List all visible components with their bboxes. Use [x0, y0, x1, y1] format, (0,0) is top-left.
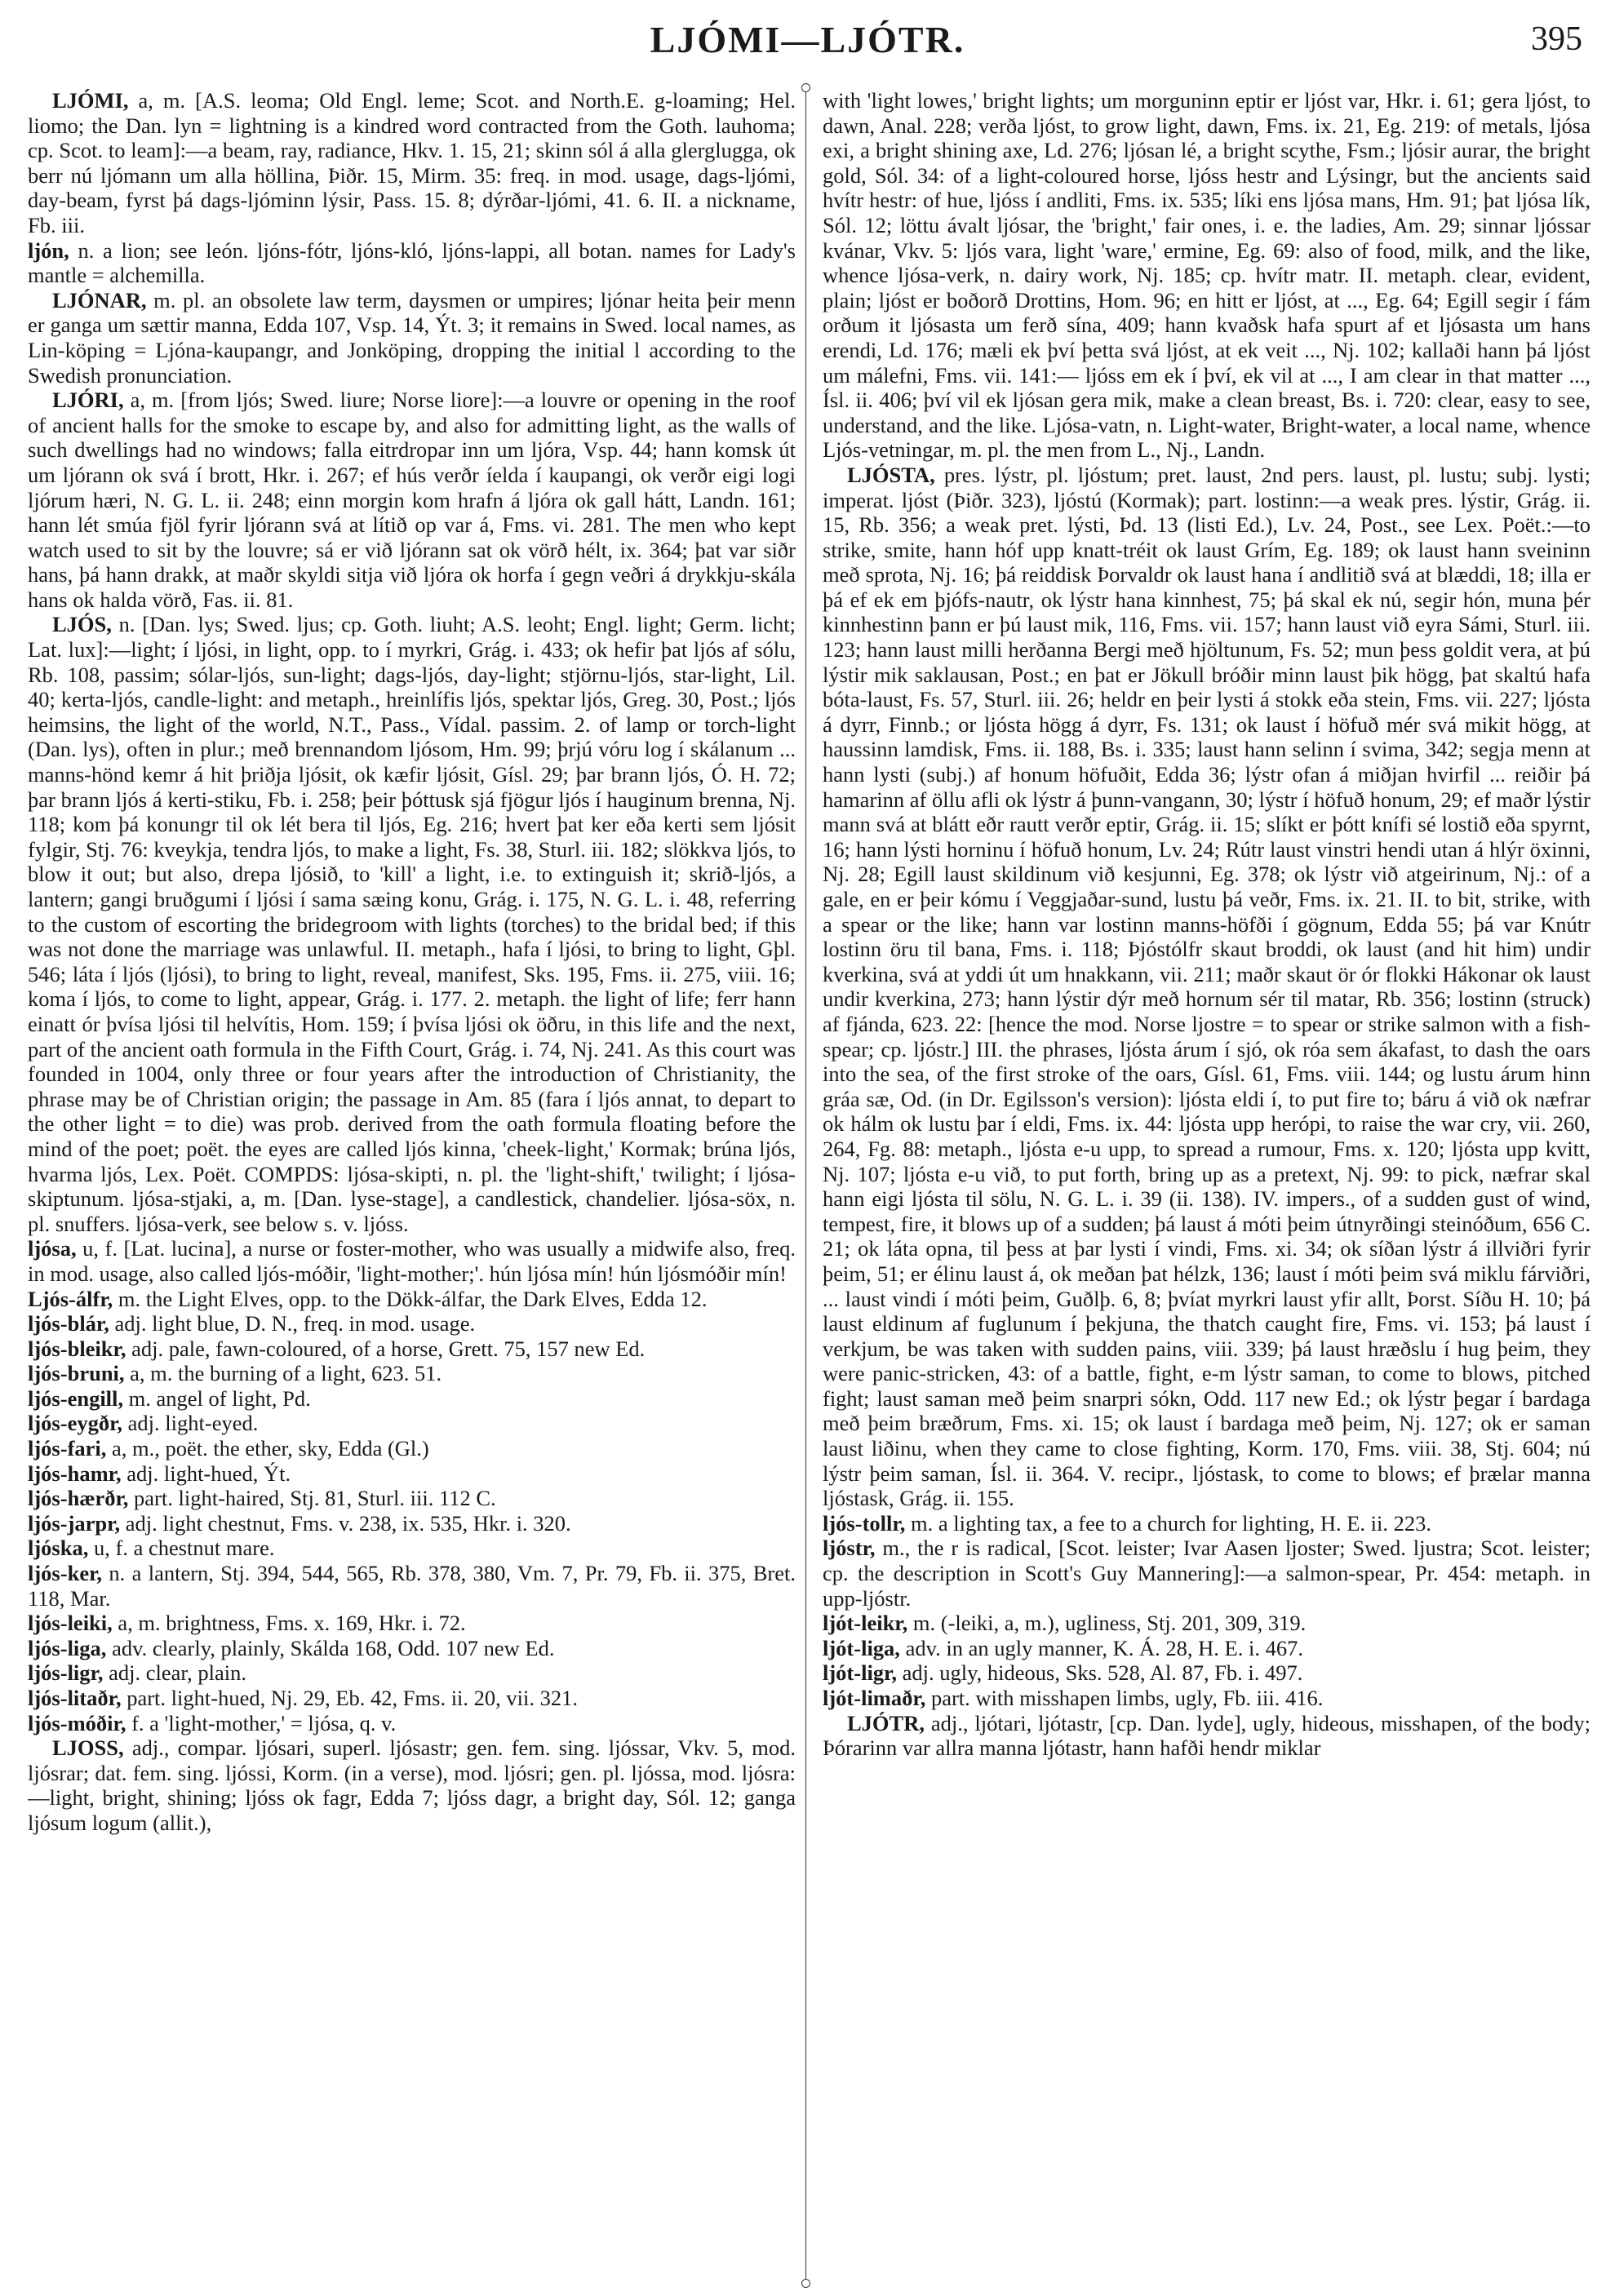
entry-text: n. [Dan. lys; Swed. ljus; cp. Goth. liuht; A.S. leoht; Engl. light; Germ. licht; Lat. lux]:—light; í ljósi, in light, opp. to í myrkri, Grág. i. 433; ok hefir þat ljós af sólu, Rb. 108, passim; sólar-ljós, sun-light; dags-ljós, day-light; stjörnu-ljós, star-light, Lil. 40; kerta-ljós, candle-light: and metaph., hreinlífis ljós, spektar ljós, Greg. 30, Post.; ljós heimsins, the light of the world, N.T., Pass., Vídal. passim. 2. of lamp or torch-light (Dan. lys), often in plur.; með brennandom ljósom, Hm. 99; þrjú vóru log í skálanum ... manns-hönd kemr á hit þriðja ljósit, ok kæfir ljósit, Gísl. 29; þar brann ljós, Ó. H. 72; þar brann ljós á kerti-stiku, Fb. i. 258; þeir þóttusk sjá fjögur ljós í hauginum brenna, Nj. 118; kom þá konungr til ok lét bera til ljós, Eg. 216; hvert þat ker eða kerti sem ljósit fylgir, Stj. 76: kveykja, tendra ljós, to make a light, Fs. 38, Sturl. iii. 182; slökkva ljós, to blow it out; but also, drepa ljósið, to 'kill' a light, i.e. to extinguish it; skrið-ljós, a lantern; gangi bruðgumi í ljósi í sama sæing konu, Grág. i. 175, N. G. L. i. 48, referring to the custom of escorting the bridegroom with lights (torches) to the bridal bed; if this was not done the marriage was unlawful. II. metaph., hafa í ljósi, to bring to light, Gþl. 546; láta í ljós (ljósi), to bring to light, reveal, manifest, Sks. 195, Fms. ii. 275, viii. 16; koma í ljós, to come to light, appear, Grág. i. 177. 2. metaph. the light of life; ferr hann einatt ór þvísa ljósi til helvítis, Hom. 159; í þvísa ljósi ok öðru, in this life and the next, part of the ancient oath formula in the Fifth Court, Grág. i. 74, Nj. 241. As this court was founded in 1004, only three or four years after the introduction of Christianity, the phrase may be of Christian origin; the passage in Am. 85 (fara í ljós annat, to depart to the other light = to die) was prob. derived from the oath formula floating before the mind of the poet; poët. the eyes are called ljós kinna, 'cheek-light,' Kormak; brúna ljós, hvarma ljós, Lex. Poët. COMPDS: ljósa-skipti, n. pl. the 'light-shift,' twilight; í ljósa-skiptunum. ljósa-stjaki, a, m. [Dan. lyse-stage], a candlestick, chandelier. ljósa-söx, n. pl. snuffers. ljósa-verk, see below s. v. ljóss.: [28, 612, 796, 1236]
dictionary-entry: [28, 1336, 796, 1362]
entry-text: part. with misshapen limbs, ugly, Fb. iii. 416.: [925, 1686, 1324, 1710]
entry-headword: ljós-hærðr,: [28, 1486, 129, 1511]
entry-text: adj. light blue, D. N., freq. in mod. usage.: [109, 1311, 476, 1336]
dictionary-entry: [823, 1636, 1591, 1661]
page-header: [0, 0, 1615, 90]
entry-text: f. a 'light-mother,' = ljósa, q. v.: [126, 1710, 397, 1735]
entry-text: adj. light chestnut, Fms. v. 238, ix. 535, Hkr. i. 320.: [120, 1510, 571, 1536]
dictionary-entry: [28, 1735, 796, 1835]
dictionary-entry: [28, 1411, 796, 1436]
entry-text: u, f. [Lat. lucina], a nurse or foster-mother, who was usually a midwife also, freq. in mod. usage, also called ljós-móðir, 'light-mother;'. hún ljósa mín! hún ljósmóðir mín!: [28, 1236, 796, 1286]
entry-text: adj. light-hued, Ýt.: [121, 1460, 291, 1486]
entry-headword: ljós-hamr,: [28, 1460, 122, 1486]
entry-text: adj. pale, fawn-coloured, of a horse, Grett. 75, 157 new Ed.: [126, 1336, 646, 1361]
dictionary-entry: [28, 1611, 796, 1636]
dictionary-columns: [28, 88, 1591, 2283]
dictionary-entry: [823, 463, 1591, 1511]
entry-headword: ljós-tollr,: [823, 1510, 906, 1536]
dictionary-entry: [28, 288, 796, 388]
dictionary-entry: [28, 1311, 796, 1336]
dictionary-entry: [28, 1461, 796, 1487]
entry-text: pres. lýstr, pl. ljóstum; pret. laust, 2nd pers. laust, pl. lustu; subj. lysti; imperat. ljóst (Þiðr. 323), ljóstú (Kormak); part. lostinn:—a weak pres. lýstir, Grág. ii. 15, Rb. 356; a weak pret. lýsti, Þd. 13 (listi Ed.), Lv. 24, Post., see Lex. Poët.:—to strike, smite, hann hóf upp knatt-tréit ok laust Grím, Eg. 189; ok laust hann sveininn með sprota, Nj. 16; þá reiddisk Þorvaldr ok laust hana í andlitið svá at blæddi, 18; illa er þá ef ek em þjófs-nautr, ok lýstr hana kinnhest, 75; þá skal ek nú, segir hón, muna þér kinnhestinn þann er þú laust mik, 116, Fms. vii. 157; hann laust við eyra Sámi, Sturl. iii. 123; hann laust milli herðanna Bergi með hjöltunum, Fs. 52; mun þess goldit vera, at þú lýstir mik saklausan, Post.; en þat er Jökull bróðir minn laust þik högg, þat skaltú hafa bóta-laust, Fs. 57, Sturl. iii. 26; heldr en þeir lysti á stokk eða stein, Fms. vii. 227; ljósta á dyrr, Finnb.; or ljósta högg á dyrr, Fs. 131; ok laust í höfuð mér svá mikit högg, at haussinn lamdisk, Fms. ii. 188, Bs. i. 335; laust hann selinn í svima, 342; segja menn at hann lysti (subj.) af honum höfuðit, Edda 36; lýstr ofan á miðjan hvirfil ... reiðir þá hamarinn af öllu afli ok lýstr á þunn-vangann, 30; lýstr í höfuð honum, 29; ef maðr lýstir mann svá at blátt eðr rautt verðr eptir, Grág. ii. 15; slíkt er þótt knífi sé lostið eða spyrnt, 16; hann lýsti horninu í höfuð honum, Lv. 24; Rútr laust vinstri hendi utan á hlýr öxinni, Nj. 28; Egill laust skildinum við kesjunni, Eg. 378; ok lýstr við atgeirinum, Nj.: of a gale, en er þeir kómu í Veggjaðar-sund, lustu þá veðr, Fms. ix. 21. II. to bit, strike, with a spear or the like; hann var lostinn manns-höfði í gögnum, Edda 55; þá var Knútr lostinn öru til bana, Fms. i. 118; Þjóstólfr skaut broddi, ok laust (and hit him) undir kverkina, svá at yddi út um hnakkann, vii. 211; maðr skaut ör ór flokki Hákonar ok laust undir kverkina, 273; hann lýstir dýr með hornum sér til matar, Rb. 356; lostinn (struck) af fjánda, 623. 22: [hence the mod. Norse ljostre = to spear or strike salmon with a fish-spear; cp. ljóstr.] III. the phrases, ljósta árum í sjó, ok róa sem ákafast, to dash the oars into the sea, of the first stroke of the oars, Gísl. 61, Fms. viii. 144; og lustu árum hinn gráa sæ, Od. (in Dr. Egilsson's version): ljósta eldi í, to put fire to; báru á við ok næfrar ok hálm ok lustu þar í eldi, Fms. ix. 44: ljósta upp herópi, to raise the war cry, vii. 260, 264, Fg. 88: metaph., ljósta e-u upp, to spread a rumour, Fms. x. 120; ljósta upp kvitt, Nj. 107; ljósta e-u við, to put forth, bring up as a pretext, Nj. 99: to pick, næfrar skal hann eigi ljósta til sölu, N. G. L. i. 39 (ii. 138). IV. impers., of a sudden gust of wind, tempest, fire, it blows up of a sudden; þá laust á móti þeim útnyrðingi steinóðum, 656 C. 21; ok láta opna, til þess at þar lysti í vindi, Fms. xi. 34; ok síðan lýstr á illviðri fyrir þeim, 51; er élinu laust á, ok meðan þat hélzk, 136; laust í móti þeim svá miklu fárviðri, ... laust vindi í móti þeim, Guðlþ. 6, 8; þvíat myrkri laust yfir allt, Þorst. Síðu H. 10; þá laust eldinum af fuglunum í þekjuna, the thatch caught fire, Fms. vi. 153; þá laust í verkjum, be was taken with sudden pains, viii. 339; þá laust hræðslu í hug þeim, they were panic-stricken, 43: of a battle, fight, e-m lýstr saman, to come to blows, pitched fight; laust saman með þeim snarpri sókn, Odd. 117 new Ed.; ok lýstr þegar í bardaga með þeim bræðrum, Fms. xi. 15; ok laust í bardaga með þeim, Nj. 127; ok er saman laust liðinu, when they came to close fighting, Korm. 170, Fms. viii. 38, Stj. 604; nú lýstr þeim saman, Ísl. ii. 364. V. recipr., ljóstask, to come to blows; ef þrælar manna ljóstask, Grág. ii. 155.: [823, 462, 1591, 1511]
entry-text: m. (-leiki, a, m.), ugliness, Stj. 201, 309, 319.: [907, 1611, 1307, 1636]
entry-headword: ljós-ligr,: [28, 1660, 104, 1686]
entry-text: m., the r is radical, [Scot. leister; Ivar Aasen ljoster; Swed. ljustra; Scot. leister; cp. the description in Scott's Guy Mannering]:—a salmon-spear, Pr. 454: metaph. in upp-ljóstr.: [823, 1536, 1591, 1611]
entry-text: u, f. a chestnut mare.: [88, 1536, 275, 1561]
entry-text: a, m. brightness, Fms. x. 169, Hkr. i. 72.: [112, 1611, 466, 1636]
entry-text: n. a lantern, Stj. 394, 544, 565, Rb. 378, 380, Vm. 7, Pr. 79, Fb. ii. 375, Bret. 118, Mar.: [28, 1561, 796, 1611]
dictionary-entry: [823, 1711, 1591, 1761]
entry-text: adj. ugly, hideous, Sks. 528, Al. 87, Fb. i. 497.: [897, 1660, 1303, 1686]
dictionary-entry: [823, 1686, 1591, 1711]
entry-headword: LJOSS,: [52, 1735, 124, 1761]
dictionary-entry: [28, 1236, 796, 1286]
left-column: [28, 88, 805, 2283]
entry-text: part. light-haired, Stj. 81, Sturl. iii. 112 C.: [128, 1486, 496, 1511]
page-number: 395: [1531, 20, 1582, 58]
dictionary-entry: [28, 1486, 796, 1511]
entry-headword: Ljós-álfr,: [28, 1286, 113, 1311]
dictionary-entry: [28, 1511, 796, 1536]
entry-headword: ljósa,: [28, 1236, 77, 1261]
dictionary-entry: [28, 1660, 796, 1686]
entry-headword: ljós-litaðr,: [28, 1686, 122, 1710]
entry-text: a, m. [from ljós; Swed. liure; Norse liore]:—a louvre or opening in the roof of ancient halls for the smoke to escape by, and also for admitting light, as the walls of such dwellings had no windows; falla eitrdropar inn um ljóra, Vsp. 44; hann komsk út um ljórann ok svá í brott, Hkr. i. 267; ef hús verðr íelda í kaupangi, ok verðr eigi logi ljórum hæri, N. G. L. ii. 248; einn morgin kom hrafn á ljóra ok gall hátt, Landn. 161; hann lét smúa fjöl fyrir ljórann svá at lítið op var á, Fms. vi. 281. The men who kept watch used to sit by the louvre; sá er við ljórann sat ok vörð hélt, ix. 364; þat var siðr hans, þá hann drakk, at maðr skyldi sitja við ljóra ok horfa í gegn veðri á drykkju-skála hans ok halda vörð, Fas. ii. 81.: [28, 388, 796, 612]
entry-text: adj. light-eyed.: [122, 1411, 259, 1436]
dictionary-entry: [28, 612, 796, 1236]
dictionary-entry: [823, 1536, 1591, 1611]
entry-headword: ljós-bleikr,: [28, 1336, 126, 1361]
entry-headword: ljós-liga,: [28, 1635, 107, 1660]
column-rule: [805, 88, 806, 2283]
entry-text: m. angel of light, Pd.: [123, 1385, 311, 1411]
dictionary-entry: [823, 1511, 1591, 1536]
dictionary-entry: [28, 1287, 796, 1312]
entry-text: m. the Light Elves, opp. to the Dökk-álfar, the Dark Elves, Edda 12.: [113, 1286, 708, 1311]
entry-text: adj. clear, plain.: [103, 1660, 247, 1686]
entry-text: adj., ljótari, ljótastr, [cp. Dan. lyde], ugly, hideous, misshapen, of the body; Þórarinn var allra manna ljótastr, hann hafði hendr miklar: [823, 1710, 1591, 1761]
dictionary-entry: [28, 1711, 796, 1736]
dictionary-entry: [28, 1361, 796, 1386]
entry-headword: LJÓRI,: [52, 388, 124, 413]
entry-headword: LJÓNAR,: [52, 287, 147, 312]
entry-text: a, m. [A.S. leoma; Old Engl. leme; Scot. and North.E. g-loaming; Hel. liomo; the Dan. lyn = lightning is a kindred word contracted from the Goth. lauhoma; cp. Scot. to leam]:—a beam, ray, radiance, Hkv. 1. 15, 21; skinn sól á alla glerglugga, ok berr nú ljómann um alla höllina, Þiðr. 15, Mirm. 35: freq. in mod. usage, dags-ljómi, day-beam, fyrst þá dags-ljóminn lýsir, Pass. 15. 8; dýrðar-ljómi, 41. 6. II. a nickname, Fb. iii.: [28, 88, 796, 237]
entry-text: adj., compar. ljósari, superl. ljósastr; gen. fem. sing. ljóssar, Vkv. 5, mod. ljósrar; dat. fem. sing. ljóssi, Korm. (in a verse), mod. ljósri; gen. pl. ljóssa, mod. ljósra:—light, bright, shining; ljóss ok fagr, Edda 7; ljóss dagr, a bright day, Sól. 12; ganga ljósum logum (allit.),: [28, 1735, 796, 1835]
entry-headword: ljós-blár,: [28, 1311, 109, 1336]
entry-headword: ljón,: [28, 237, 69, 263]
entry-headword: ljós-ker,: [28, 1561, 103, 1586]
entry-headword: LJÓS,: [52, 612, 112, 637]
entry-headword: LJÓTR,: [847, 1710, 925, 1735]
entry-text: adv. clearly, plainly, Skálda 168, Odd. 107 new Ed.: [106, 1635, 555, 1660]
dictionary-entry: [823, 1611, 1591, 1636]
running-head: LJÓMI—LJÓTR.: [650, 19, 965, 60]
right-column: [806, 88, 1591, 2283]
entry-headword: ljóska,: [28, 1536, 89, 1561]
entry-text: m. pl. an obsolete law term, daysmen or umpires; ljónar heita þeir menn er ganga um sættir manna, Edda 107, Vsp. 14, Ýt. 3; it remains in Swed. local names, as Lin-köping = Ljóna-kaupangr, and Jonköping, dropping the initial l according to the Swedish pronunciation.: [28, 287, 796, 388]
entry-headword: LJÓSTA,: [847, 462, 935, 487]
dictionary-entry: [28, 238, 796, 288]
dictionary-entry: [28, 1386, 796, 1412]
entry-headword: ljós-móðir,: [28, 1710, 126, 1735]
entry-text: n. a lion; see león. ljóns-fótr, ljóns-kló, ljóns-lappi, all botan. names for Lady's mantle = alchemilla.: [28, 237, 796, 288]
dictionary-entry: [28, 1561, 796, 1611]
entry-headword: ljós-eygðr,: [28, 1411, 123, 1436]
entry-headword: ljót-liga,: [823, 1635, 900, 1660]
dictionary-entry: [28, 1436, 796, 1461]
dictionary-entry: [823, 88, 1591, 463]
dictionary-entry: [28, 388, 796, 612]
entry-headword: ljóstr,: [823, 1536, 876, 1561]
entry-headword: ljót-leikr,: [823, 1611, 908, 1636]
entry-text: a, m., poët. the ether, sky, Edda (Gl.): [106, 1436, 429, 1461]
dictionary-entry: [28, 88, 796, 238]
entry-text: with 'light lowes,' bright lights; um morguninn eptir er ljóst var, Hkr. i. 61; gera ljóst, to dawn, Anal. 228; verða ljóst, to grow light, dawn, Fms. ix. 21, Eg. 219: of metals, ljósa exi, a bright shining axe, Ld. 276; ljósan lé, a bright scythe, Fsm.; ljósir aurar, the bright gold, Sól. 34: of a light-coloured horse, ljóss hestr and Lýsingr, but the ancients said hvítr hestr: of hue, ljóss í andliti, Fms. ix. 535; líki ens ljósa mans, Hm. 91; þat ljósa lík, Sól. 12; löttu ávalt ljósar, the 'bright,' fair ones, i. e. the ladies, Am. 29; sinnar ljóssar kvánar, Vkv. 5: ljós vara, light 'ware,' ermine, Eg. 69: also of food, milk, and the like, whence ljósa-verk, n. dairy work, Nj. 185; cp. hvítr matr. II. metaph. clear, evident, plain; ljóst er boðorð Drottins, Hom. 96; en hitt er ljóst, at ..., Eg. 64; Egill segir í fám orðum it ljósasta um ferð sína, 409; hann kvaðsk hafa spurt af et ljósasta um hans erendi, Ld. 176; mæli ek því þetta svá ljóst, at ek veit ..., Nj. 102; kallaði hann þá ljóst um málefni, Fms. vii. 141:— ljóss em ek í því, ek vil at ..., I am clear in that matter ..., Ísl. ii. 406; því vil ek ljósan gera mik, make a clean breast, Bs. i. 720: clear, easy to see, understand, and the like. Ljósa-vatn, n. Light-water, Bright-water, a local name, whence Ljós-vetningar, m. pl. the men from L., Nj., Landn.: [823, 88, 1591, 463]
dictionary-entry: [28, 1536, 796, 1561]
entry-headword: LJÓMI,: [52, 88, 129, 113]
entry-headword: ljós-leiki,: [28, 1611, 113, 1636]
entry-text: m. a lighting tax, a fee to a church for lighting, H. E. ii. 223.: [905, 1510, 1432, 1536]
dictionary-entry: [823, 1660, 1591, 1686]
entry-text: part. light-hued, Nj. 29, Eb. 42, Fms. ii. 20, vii. 321.: [121, 1686, 579, 1710]
entry-text: a, m. the burning of a light, 623. 51.: [124, 1361, 442, 1386]
entry-headword: ljós-engill,: [28, 1385, 124, 1411]
entry-headword: ljós-fari,: [28, 1436, 107, 1461]
entry-headword: ljós-bruni,: [28, 1361, 125, 1386]
dictionary-entry: [28, 1636, 796, 1661]
entry-headword: ljót-ligr,: [823, 1660, 898, 1686]
entry-headword: ljót-limaðr,: [823, 1686, 926, 1710]
dictionary-entry: [28, 1686, 796, 1711]
entry-headword: ljós-jarpr,: [28, 1510, 121, 1536]
entry-text: adv. in an ugly manner, K. Á. 28, H. E. i. 467.: [899, 1635, 1303, 1660]
